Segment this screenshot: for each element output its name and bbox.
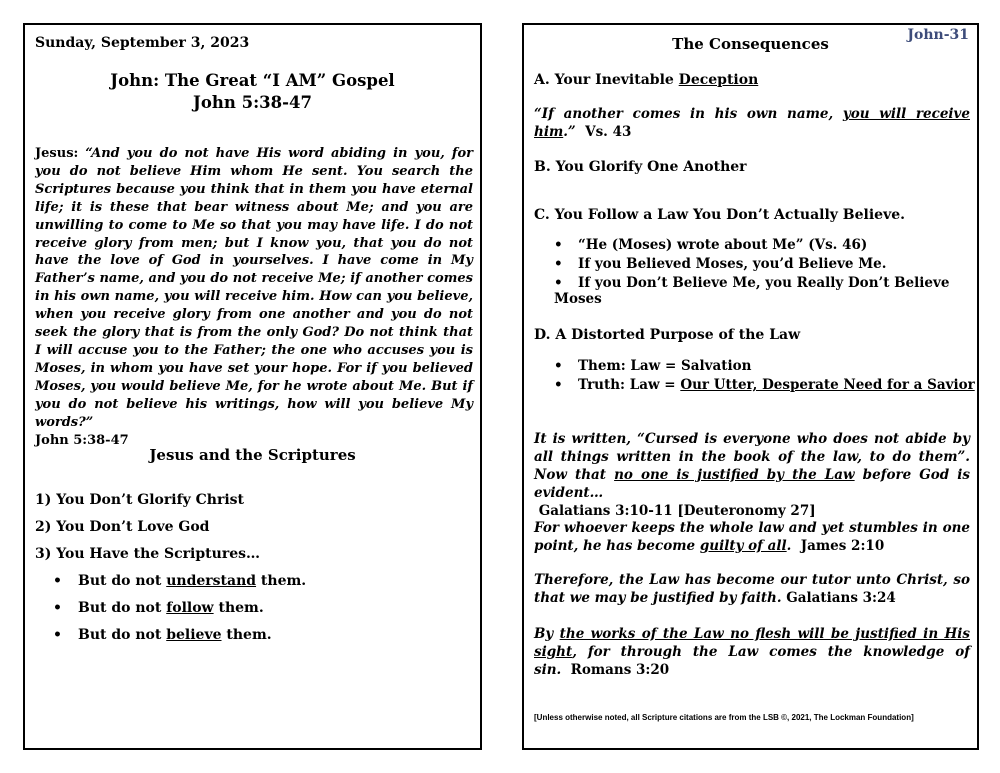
passage-reference: John 5:38-47: [35, 432, 129, 448]
section-heading: Jesus and the Scriptures: [149, 446, 356, 464]
point-2: 2) You Don’t Love God: [35, 519, 210, 535]
point-1: 1) You Don’t Glorify Christ: [35, 492, 244, 508]
page-tag: John-31: [907, 27, 969, 43]
bullet-c-3: • If you Don’t Believe Me, you Really Don’t Believe Moses: [554, 275, 950, 307]
heading-d: D. A Distorted Purpose of the Law: [534, 327, 801, 343]
heading-c: C. You Follow a Law You Don’t Actually Believe.: [534, 207, 905, 223]
service-date: Sunday, September 3, 2023: [35, 35, 250, 51]
bullet-d-2: • Truth: Law = Our Utter, Desperate Need for a Savior: [554, 377, 975, 393]
heading-a: A. Your Inevitable Deception: [534, 72, 759, 88]
quote-galatians-3-10: It is written, “Cursed is everyone who does not abide by all things written in the book of the law, to do them”. Now that no one is justified by the Law before God is evident… Galatians 3:10-11 [Deuteronomy 27]: [534, 431, 971, 519]
right-page: [522, 23, 979, 750]
quote-romans-3-20: By the works of the Law no flesh will be justified in His sight, for through the Law comes the knowledge of sin. Romans 3:20: [534, 626, 970, 678]
bullet-believe: • But do not believe them.: [53, 627, 272, 643]
bullet-follow: • But do not follow them.: [53, 600, 264, 616]
scripture-passage: [35, 145, 473, 449]
series-title: John: The Great “I AM” Gospel: [110, 71, 395, 90]
heading-b: B. You Glorify One Another: [534, 159, 747, 175]
point-3: 3) You Have the Scriptures…: [35, 546, 260, 562]
passage-title: John 5:38-47: [193, 93, 312, 112]
quote-a: “If another comes in his own name, you will receive him.” Vs. 43: [534, 106, 970, 140]
quote-james-2-10: For whoever keeps the whole law and yet stumbles in one point, he has become guilty of all. James 2:10: [534, 520, 970, 554]
citation-footnote: [Unless otherwise noted, all Scripture citations are from the LSB ©, 2021, The Lockman Foundation]: [534, 713, 914, 722]
bullet-c-1: • “He (Moses) wrote about Me” (Vs. 46): [554, 237, 868, 253]
passage-text: “And you do not have His word abiding in you, for you do not believe Him whom He sent. You search the Scriptures because you think that in them you have eternal life; it is these that bear witness about Me; and you are unwilling to come to Me so that you may have life. I do not receive glory from men; but I know you, that you do not have the love of God in yourselves. I have come in My Father’s name, and you do not receive Me; if another comes in his own name, you will receive him. How can you believe, when you receive glory from one another and you do not seek the glory that is from the only God? Do not think that I will accuse you to the Father; the one who accuses you is Moses, in whom you have set your hope. For if you believed Moses, you would believe Me, for he wrote about Me. But if you do not believe his writings, how will you believe My words?”: [35, 146, 474, 430]
page-title: The Consequences: [672, 35, 829, 53]
bullet-c-2: • If you Believed Moses, you’d Believe Me.: [554, 256, 887, 272]
left-page: [23, 23, 482, 750]
speaker-label: Jesus:: [35, 146, 79, 161]
bullet-understand: • But do not understand them.: [53, 573, 307, 589]
quote-galatians-3-24: Therefore, the Law has become our tutor unto Christ, so that we may be justified by faith. Galatians 3:24: [534, 572, 970, 606]
bullet-d-1: • Them: Law = Salvation: [554, 358, 752, 374]
